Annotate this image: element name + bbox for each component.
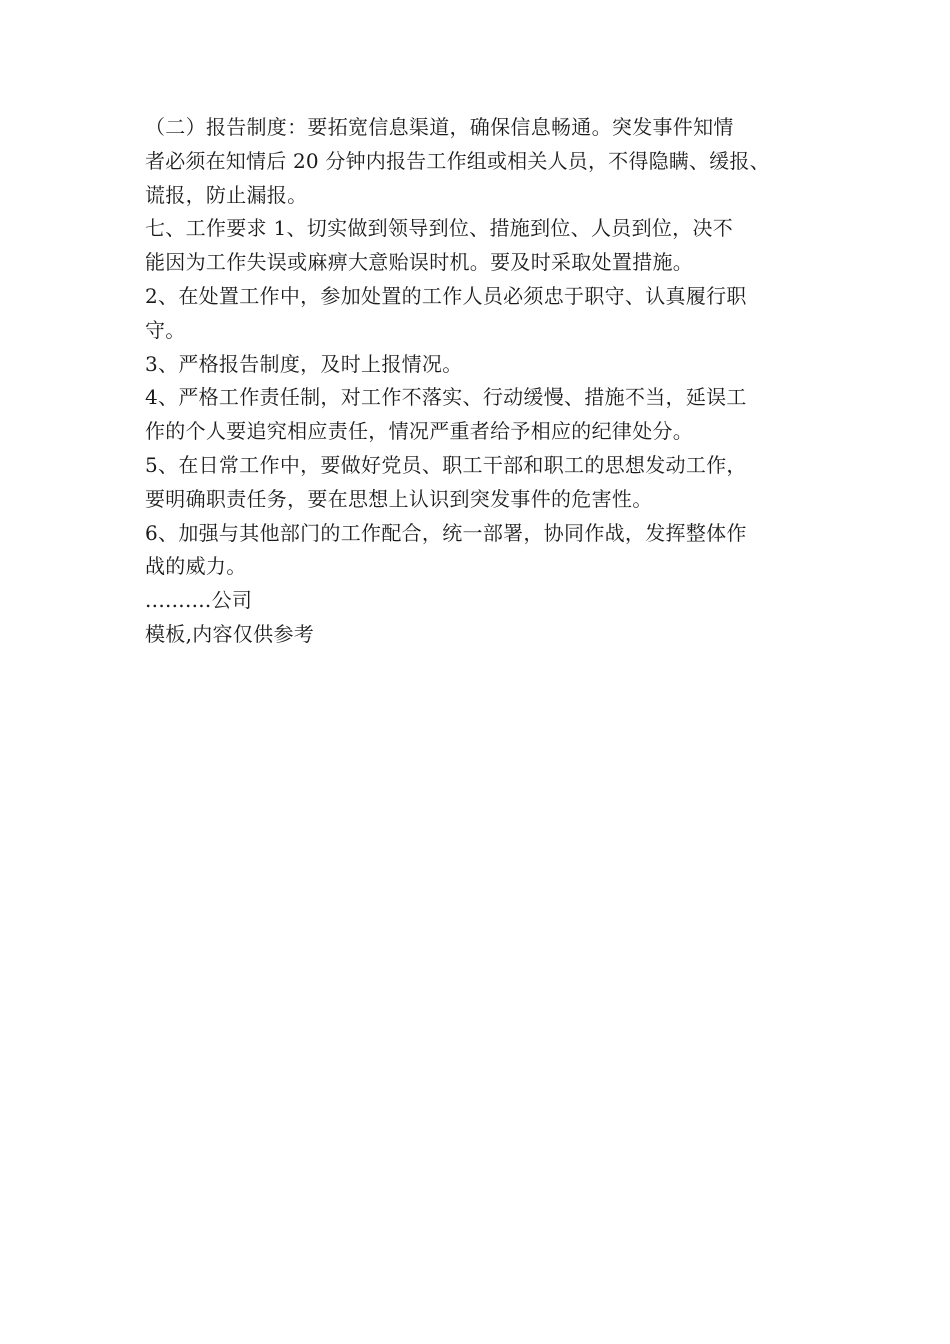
text-line: 能因为工作失误或麻痹大意贻误时机。要及时采取处置措施。 (145, 250, 694, 275)
text-line: 要明确职责任务，要在思想上认识到突发事件的危害性。 (145, 486, 653, 511)
text-line: 4、严格工作责任制，对工作不落实、行动缓慢、措施不当，延误工 (145, 385, 747, 410)
text-line: 者必须在知情后 20 分钟内报告工作组或相关人员，不得隐瞒、缓报、 (145, 148, 770, 173)
text-line: 2、在处置工作中，参加处置的工作人员必须忠于职守、认真履行职 (145, 283, 747, 308)
text-line: 七、工作要求 1、切实做到领导到位、措施到位、人员到位，决不 (145, 216, 734, 241)
text-line: 5、在日常工作中，要做好党员、职工干部和职工的思想发动工作， (145, 452, 747, 477)
text-line: 守。 (145, 317, 186, 342)
text-line: 作的个人要追究相应责任，情况严重者给予相应的纪律处分。 (145, 419, 694, 444)
company-signature: ..........公司 (145, 588, 253, 613)
template-note: 模板,内容仅供参考 (145, 621, 315, 646)
text-line: 6、加强与其他部门的工作配合，统一部署，协同作战，发挥整体作 (145, 520, 747, 545)
document-body (145, 111, 825, 652)
text-line: 谎报，防止漏报。 (145, 182, 308, 207)
text-line: 战的威力。 (145, 554, 247, 579)
text-line: 3、严格报告制度，及时上报情况。 (145, 351, 463, 376)
text-line: （二）报告制度：要拓宽信息渠道，确保信息畅通。突发事件知情 (145, 115, 734, 139)
